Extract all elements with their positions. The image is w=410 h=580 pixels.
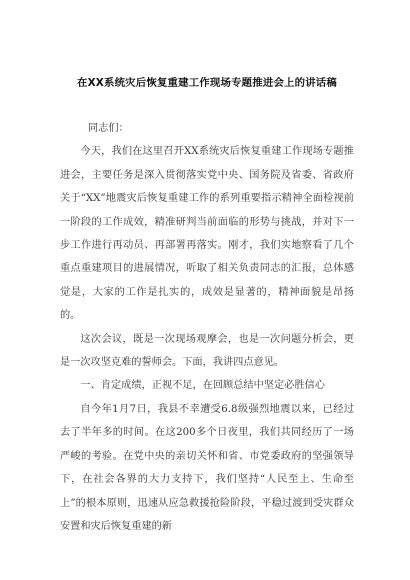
document-body [60, 117, 354, 538]
document-title: 在XX系统灾后恢复重建工作现场专题推进会上的讲话稿 [76, 77, 337, 89]
section-paragraph: 自今年1月7日，我县不幸遭受6.8级强烈地震以来，已经过去了半年多的时间。在这200多个日夜里，我们共同经历了一场严峻的考验。在党中央的亲切关怀和省、市党委政府的坚强领导下，在社会各界的大力支持下，我们坚持“人民至上、生命至上”的根本原则，迅速从应急救援抢险阶段，平稳过渡到受灾群众安置和灾后恢复重建的新 [60, 403, 354, 532]
section-heading: 一、肯定成绩，正视不足，在回顾总结中坚定必胜信心 [80, 380, 325, 392]
paragraph-opening: 今天，我们在这里召开XX系统灾后恢复重建工作现场专题推进会，主要任务是深入贯彻落实党中央、国务院及省委、省政府关于“XX”地震灾后恢复重建工作的系列重要指示精神全面检视前一阶段的工作成效，精准研判当前面临的形势与挑战，并对下一步工作进行再动员、再部署再落实。刚才，我们实地察看了几个重点重建项目的进展情况，听取了相关负责同志的汇报，总体感觉是，大家的工作是扎实的，成效是显著的，精神面貌是昂扬的。 [60, 146, 354, 322]
greeting: 同志们： [88, 123, 129, 134]
paragraph-meeting-purpose: 这次会议，既是一次现场观摩会，也是一次问题分析会，更是一次攻坚克难的誓师会。下面，我讲四点意见。 [60, 333, 354, 369]
